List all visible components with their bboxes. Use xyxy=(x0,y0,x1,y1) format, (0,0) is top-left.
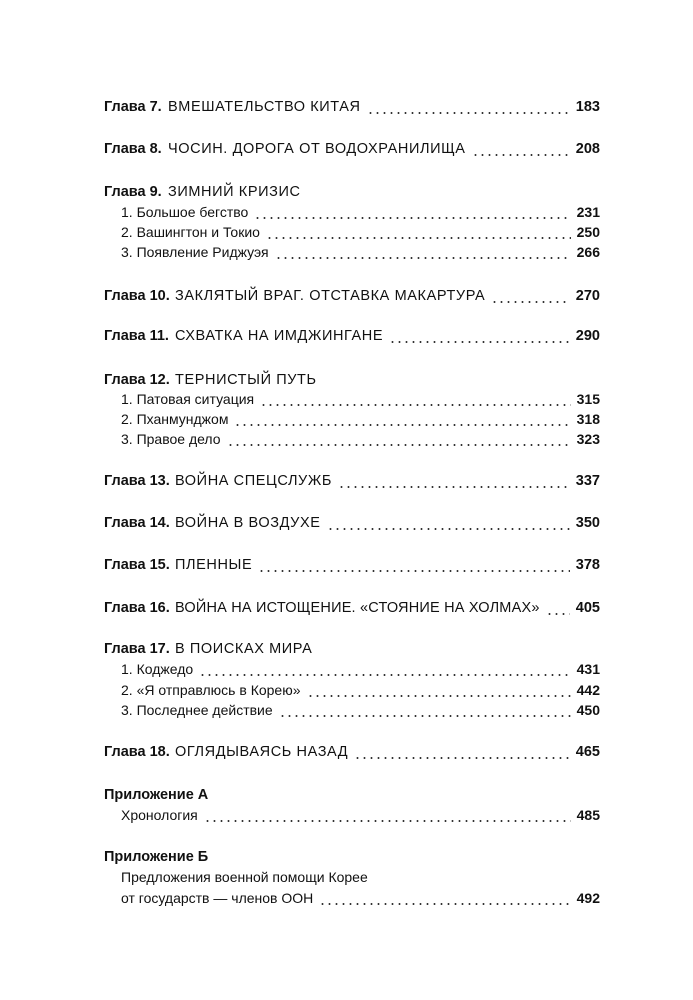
toc-entry-chapter-13[interactable] xyxy=(104,470,600,492)
dot-leader xyxy=(338,470,570,492)
chapter-title: ТЕРНИСТЫЙ ПУТЬ xyxy=(175,372,317,388)
chapter-title: ВМЕШАТЕЛЬСТВО КИТАЯ xyxy=(168,99,361,115)
toc-section[interactable] xyxy=(121,658,600,680)
appendix-title-line: Предложения военной помощи Корее xyxy=(121,869,368,885)
toc-section[interactable] xyxy=(121,428,600,450)
chapter-label: Глава 7. xyxy=(104,99,162,115)
chapter-label: Глава 18. xyxy=(104,744,170,760)
dot-leader xyxy=(354,741,570,763)
toc-section[interactable] xyxy=(121,679,600,701)
page-number: 315 xyxy=(576,391,600,407)
chapter-title: В ПОИСКАХ МИРА xyxy=(175,641,313,657)
dot-leader xyxy=(546,597,570,619)
page-number: 431 xyxy=(576,661,600,677)
toc-section[interactable] xyxy=(121,201,600,223)
page-number: 270 xyxy=(575,288,600,304)
chapter-title: ЗИМНИЙ КРИЗИС xyxy=(168,184,301,200)
appendix-a-heading: Приложение А xyxy=(104,787,209,803)
dot-leader xyxy=(199,658,570,680)
toc-entry-chapter-7[interactable] xyxy=(104,96,600,118)
page-number: 485 xyxy=(576,807,600,823)
page-number: 250 xyxy=(576,224,600,240)
toc-entry-chapter-14[interactable] xyxy=(104,512,600,534)
page-number: 350 xyxy=(575,515,600,531)
page-number: 231 xyxy=(576,204,600,220)
section-title: 2. Вашингтон и Токио xyxy=(121,224,260,240)
toc-section[interactable] xyxy=(121,408,600,430)
toc-entry-chapter-18[interactable] xyxy=(104,741,600,763)
dot-leader xyxy=(234,408,570,430)
chapter-label: Глава 16. xyxy=(104,600,170,616)
chapter-title: ЗАКЛЯТЫЙ ВРАГ. ОТСТАВКА МАКАРТУРА xyxy=(175,288,486,304)
toc-entry-appendix-a[interactable] xyxy=(121,804,600,826)
dot-leader xyxy=(227,428,571,450)
dot-leader xyxy=(204,804,571,826)
page-number: 290 xyxy=(575,328,600,344)
toc-entry-chapter-15[interactable] xyxy=(104,554,600,576)
chapter-title: ВОЙНА СПЕЦСЛУЖБ xyxy=(175,473,332,489)
page-number: 442 xyxy=(576,682,600,698)
chapter-title: ОГЛЯДЫВАЯСЬ НАЗАД xyxy=(175,744,349,760)
dot-leader xyxy=(266,221,571,243)
dot-leader xyxy=(275,241,571,263)
chapter-label: Глава 14. xyxy=(104,515,170,531)
chapter-label: Глава 9. xyxy=(104,184,162,200)
page-number: 337 xyxy=(575,473,600,489)
chapter-label: Глава 15. xyxy=(104,557,170,573)
page-number: 450 xyxy=(576,702,600,718)
dot-leader xyxy=(319,887,570,909)
dot-leader xyxy=(260,388,571,410)
chapter-label: Глава 12. xyxy=(104,372,170,388)
dot-leader xyxy=(254,201,570,223)
section-title: 3. Появление Риджуэя xyxy=(121,244,269,260)
toc-section[interactable] xyxy=(121,699,600,721)
chapter-label: Глава 10. xyxy=(104,288,170,304)
page-number: 405 xyxy=(575,600,600,616)
page-number: 266 xyxy=(576,244,600,260)
toc-entry-chapter-16[interactable] xyxy=(104,597,600,619)
chapter-label: Глава 11. xyxy=(104,328,169,344)
toc-section[interactable] xyxy=(121,241,600,263)
page-number: 465 xyxy=(575,744,600,760)
toc-entry-chapter-11[interactable] xyxy=(104,325,600,347)
toc-section[interactable] xyxy=(121,221,600,243)
toc-section[interactable] xyxy=(121,388,600,410)
page-number: 492 xyxy=(576,890,600,906)
toc-entry-appendix-b[interactable] xyxy=(121,887,600,909)
chapter-label: Глава 13. xyxy=(104,473,170,489)
dot-leader xyxy=(279,699,571,721)
dot-leader xyxy=(389,325,570,347)
section-title: 3. Последнее действие xyxy=(121,702,273,718)
section-title: 1. Большое бегство xyxy=(121,204,249,220)
toc-entry-chapter-9[interactable] xyxy=(104,181,600,203)
section-title: 1. Патовая ситуация xyxy=(121,391,255,407)
chapter-label: Глава 17. xyxy=(104,641,170,657)
dot-leader xyxy=(472,138,570,160)
chapter-title: ВОЙНА НА ИСТОЩЕНИЕ. «СТОЯНИЕ НА ХОЛМАХ» xyxy=(175,600,540,616)
page-number: 183 xyxy=(575,99,600,115)
toc-entry-chapter-10[interactable] xyxy=(104,285,600,307)
section-title: 1. Коджедо xyxy=(121,661,194,677)
chapter-title: ВОЙНА В ВОЗДУХЕ xyxy=(175,515,321,531)
page-number: 208 xyxy=(575,141,600,157)
chapter-title: ЧОСИН. ДОРОГА ОТ ВОДОХРАНИЛИЩА xyxy=(168,141,466,157)
page-number: 323 xyxy=(576,431,600,447)
dot-leader xyxy=(491,285,569,307)
chapter-label: Глава 8. xyxy=(104,141,162,157)
appendix-b-heading: Приложение Б xyxy=(104,849,209,865)
dot-leader xyxy=(367,96,570,118)
toc-entry-chapter-17[interactable] xyxy=(104,638,600,660)
page-number: 318 xyxy=(576,411,600,427)
toc-entry-chapter-8[interactable] xyxy=(104,138,600,160)
section-title: 2. «Я отправлюсь в Корею» xyxy=(121,682,301,698)
section-title: 2. Пханмунджом xyxy=(121,411,229,427)
dot-leader xyxy=(327,512,570,534)
section-title: 3. Правое дело xyxy=(121,431,221,447)
dot-leader xyxy=(258,554,570,576)
page-number: 378 xyxy=(575,557,600,573)
chapter-title: СХВАТКА НА ИМДЖИНГАНЕ xyxy=(175,328,384,344)
chapter-title: ПЛЕННЫЕ xyxy=(175,557,253,573)
dot-leader xyxy=(307,679,571,701)
appendix-title: Хронология xyxy=(121,807,198,823)
appendix-title: от государств — членов ООН xyxy=(121,890,314,906)
